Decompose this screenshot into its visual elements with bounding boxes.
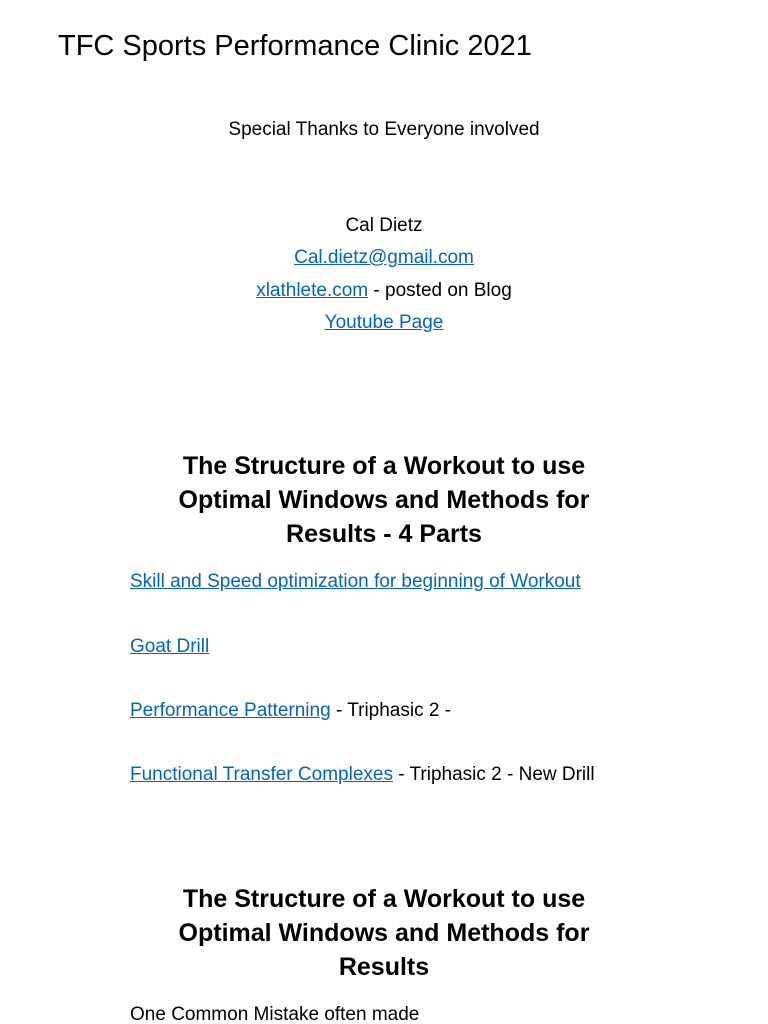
item-suffix: - Triphasic 2 - New Drill [392, 764, 595, 785]
youtube-link[interactable]: Youtube Page [324, 312, 444, 333]
list-item [130, 570, 581, 594]
list-item [130, 635, 209, 659]
section2-heading-line: Optimal Windows and Methods for [178, 919, 590, 947]
skill-speed-link[interactable]: Skill and Speed optimization for beginning of Workout [130, 571, 581, 592]
functional-transfer-link[interactable]: Functional Transfer Complexes [130, 764, 393, 785]
list-item [130, 763, 595, 787]
thanks-text: Special Thanks to Everyone involved [228, 119, 540, 140]
section1-heading [0, 449, 768, 551]
site-link[interactable]: xlathlete.com [256, 280, 369, 301]
contact-name: Cal Dietz [345, 215, 423, 236]
youtube-line [0, 311, 768, 335]
email-line [0, 246, 768, 270]
email-link[interactable]: Cal.dietz@gmail.com [294, 247, 474, 268]
site-line [0, 279, 768, 303]
section1-heading-line: Optimal Windows and Methods for [178, 486, 590, 514]
site-suffix: - posted on Blog [368, 280, 512, 301]
goat-drill-link[interactable]: Goat Drill [130, 636, 210, 657]
section2-text: One Common Mistake often made [130, 1004, 420, 1024]
page-title: TFC Sports Performance Clinic 2021 [58, 30, 532, 62]
item-suffix: - Triphasic 2 - [330, 700, 452, 721]
section2-heading-line: Results [338, 953, 430, 981]
section1-heading-line: Results - 4 Parts [286, 520, 482, 548]
list-item [130, 699, 451, 723]
section2-heading [0, 882, 768, 984]
performance-patterning-link[interactable]: Performance Patterning [130, 700, 331, 721]
section1-heading-line: The Structure of a Workout to use [182, 452, 586, 480]
section2-heading-line: The Structure of a Workout to use [182, 885, 586, 913]
